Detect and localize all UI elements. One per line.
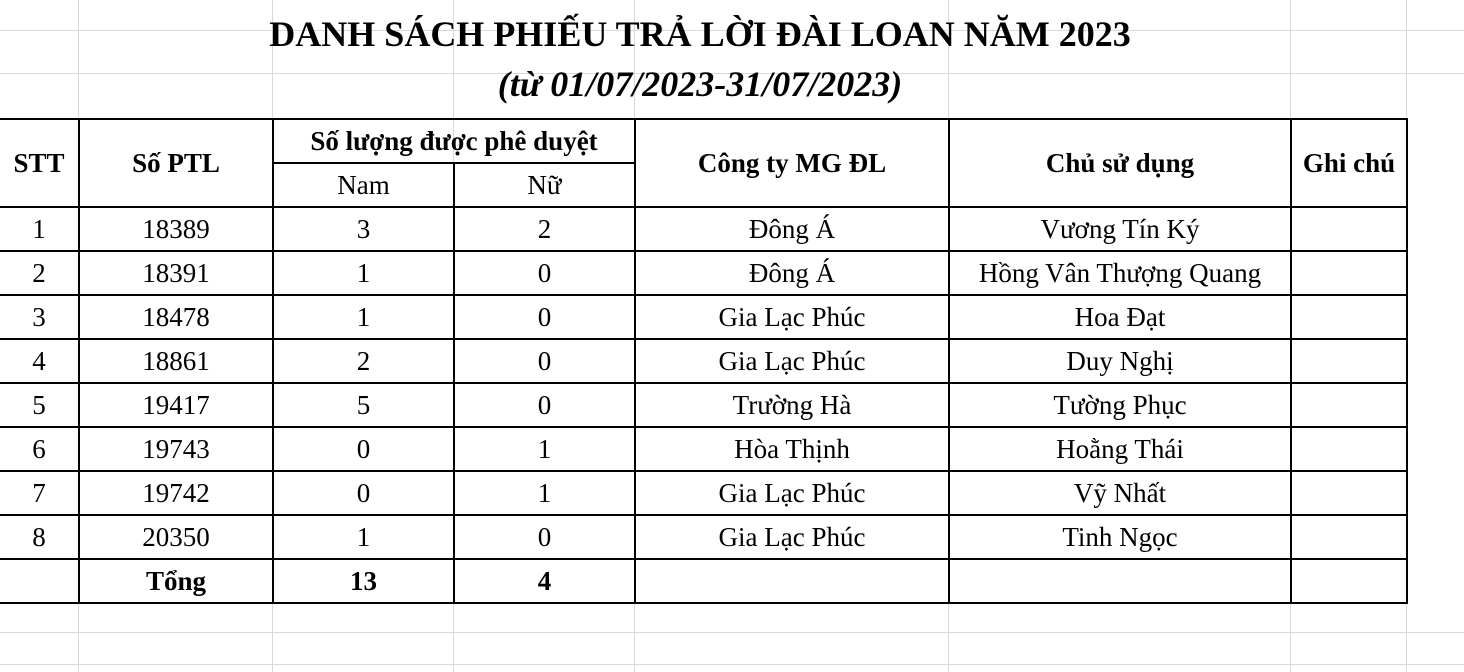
total-row — [0, 559, 1407, 603]
cell-chu-su-dung[interactable]: Vỹ Nhất — [949, 471, 1291, 515]
cell-so-ptl[interactable]: 18478 — [79, 295, 273, 339]
cell-cong-ty[interactable]: Gia Lạc Phúc — [635, 339, 949, 383]
cell-so-ptl[interactable]: 19743 — [79, 427, 273, 471]
cell-stt[interactable]: 8 — [0, 515, 79, 559]
cell-ghi-chu[interactable] — [1291, 207, 1407, 251]
cell-chu-su-dung[interactable]: Tường Phục — [949, 383, 1291, 427]
cell-ghi-chu[interactable] — [1291, 383, 1407, 427]
page-subtitle: (từ 01/07/2023-31/07/2023) — [497, 64, 903, 104]
table-row — [0, 251, 1407, 295]
table-row — [0, 339, 1407, 383]
cell-so-ptl[interactable]: 18389 — [79, 207, 273, 251]
cell-ghi-chu[interactable] — [1291, 251, 1407, 295]
cell-stt[interactable]: 1 — [0, 207, 79, 251]
cell-stt[interactable]: 4 — [0, 339, 79, 383]
cell-so-ptl[interactable]: 19742 — [79, 471, 273, 515]
cell-ghi-chu[interactable] — [1291, 427, 1407, 471]
cell-nu[interactable]: 1 — [454, 471, 635, 515]
cell-stt[interactable]: 5 — [0, 383, 79, 427]
cell-nam[interactable]: 1 — [273, 515, 454, 559]
cell-chu-su-dung[interactable]: Vương Tín Ký — [949, 207, 1291, 251]
cell-nam[interactable]: 3 — [273, 207, 454, 251]
cell-stt[interactable]: 2 — [0, 251, 79, 295]
cell-nam[interactable]: 5 — [273, 383, 454, 427]
header-chu-su-dung[interactable]: Chủ sử dụng — [949, 119, 1291, 207]
cell-cong-ty[interactable]: Gia Lạc Phúc — [635, 295, 949, 339]
header-nam[interactable]: Nam — [273, 163, 454, 207]
cell-cong-ty[interactable]: Đông Á — [635, 207, 949, 251]
header-so-luong[interactable]: Số lượng được phê duyệt — [273, 119, 635, 163]
table-row — [0, 427, 1407, 471]
cell-stt[interactable]: 7 — [0, 471, 79, 515]
table-row — [0, 207, 1407, 251]
cell-ghi-chu[interactable] — [1291, 515, 1407, 559]
cell-nu[interactable]: 0 — [454, 339, 635, 383]
cell-ghi-chu[interactable] — [1291, 471, 1407, 515]
page-title: DANH SÁCH PHIẾU TRẢ LỜI ĐÀI LOAN NĂM 2023 — [269, 14, 1131, 54]
cell-so-ptl[interactable]: 18391 — [79, 251, 273, 295]
cell-chu-su-dung[interactable]: Hoa Đạt — [949, 295, 1291, 339]
cell-nam[interactable]: 1 — [273, 295, 454, 339]
cell-so-ptl[interactable]: 20350 — [79, 515, 273, 559]
cell-stt[interactable]: 6 — [0, 427, 79, 471]
cell-nam[interactable]: 0 — [273, 471, 454, 515]
header-stt[interactable]: STT — [0, 119, 79, 207]
cell-cong-ty[interactable]: Trường Hà — [635, 383, 949, 427]
cell-nam[interactable]: 0 — [273, 427, 454, 471]
cell-stt[interactable]: 3 — [0, 295, 79, 339]
data-table — [0, 118, 1408, 604]
total-nam[interactable]: 13 — [273, 559, 454, 603]
total-nu[interactable]: 4 — [454, 559, 635, 603]
table-row — [0, 383, 1407, 427]
cell-nam[interactable]: 1 — [273, 251, 454, 295]
cell-so-ptl[interactable]: 19417 — [79, 383, 273, 427]
total-label[interactable]: Tổng — [79, 559, 273, 603]
cell-chu-su-dung[interactable]: Hoằng Thái — [949, 427, 1291, 471]
header-nu[interactable]: Nữ — [454, 163, 635, 207]
cell-nu[interactable]: 0 — [454, 515, 635, 559]
cell-cong-ty[interactable]: Gia Lạc Phúc — [635, 515, 949, 559]
cell-nu[interactable]: 0 — [454, 383, 635, 427]
cell-chu-su-dung[interactable] — [949, 559, 1291, 603]
header-ghi-chu[interactable]: Ghi chú — [1291, 119, 1407, 207]
cell-nu[interactable]: 2 — [454, 207, 635, 251]
table-row — [0, 471, 1407, 515]
cell-so-ptl[interactable]: 18861 — [79, 339, 273, 383]
header-cong-ty[interactable]: Công ty MG ĐL — [635, 119, 949, 207]
cell-ghi-chu[interactable] — [1291, 559, 1407, 603]
cell-nu[interactable]: 0 — [454, 295, 635, 339]
header-so-ptl[interactable]: Số PTL — [79, 119, 273, 207]
cell-nu[interactable]: 1 — [454, 427, 635, 471]
cell-chu-su-dung[interactable]: Hồng Vân Thượng Quang — [949, 251, 1291, 295]
cell-cong-ty[interactable] — [635, 559, 949, 603]
cell-ghi-chu[interactable] — [1291, 295, 1407, 339]
cell-cong-ty[interactable]: Hòa Thịnh — [635, 427, 949, 471]
cell-cong-ty[interactable]: Đông Á — [635, 251, 949, 295]
cell-cong-ty[interactable]: Gia Lạc Phúc — [635, 471, 949, 515]
table-row — [0, 295, 1407, 339]
cell-ghi-chu[interactable] — [1291, 339, 1407, 383]
cell-stt[interactable] — [0, 559, 79, 603]
table-row — [0, 515, 1407, 559]
cell-chu-su-dung[interactable]: Duy Nghị — [949, 339, 1291, 383]
cell-nam[interactable]: 2 — [273, 339, 454, 383]
cell-chu-su-dung[interactable]: Tinh Ngọc — [949, 515, 1291, 559]
cell-nu[interactable]: 0 — [454, 251, 635, 295]
